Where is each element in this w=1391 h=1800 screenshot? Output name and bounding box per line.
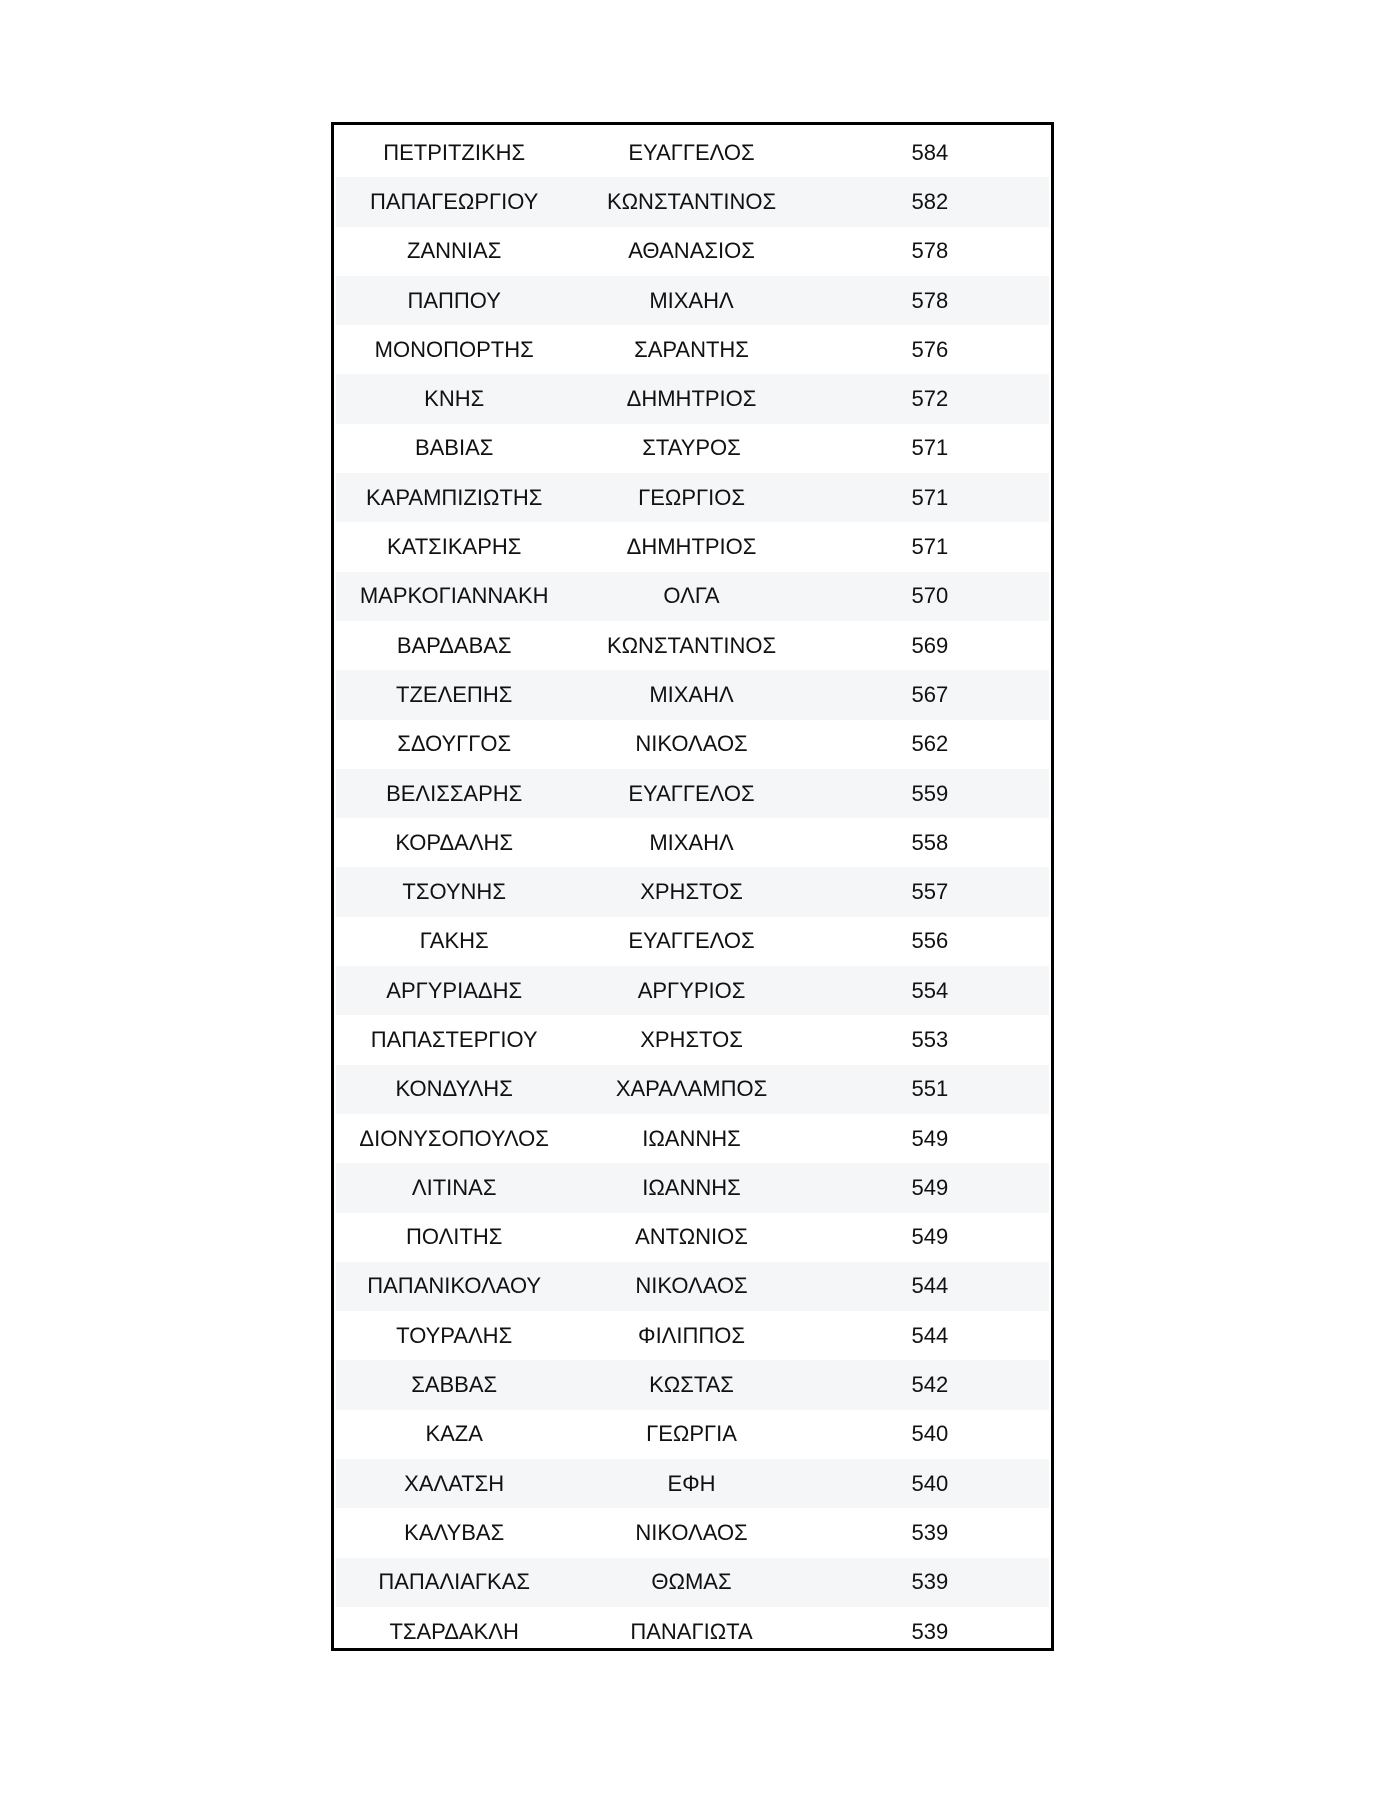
- surname-cell: ΤΖΕΛΕΠΗΣ: [396, 681, 513, 707]
- score-cell: 558: [911, 829, 949, 855]
- surname-cell: ΒΑΡΔΑΒΑΣ: [396, 632, 512, 658]
- first-name-cell: ΦΙΛΙΠΠΟΣ: [638, 1322, 745, 1348]
- table-row: [336, 769, 1049, 818]
- score-cell: 584: [911, 139, 949, 165]
- score-cell: 572: [911, 386, 949, 412]
- table-row: [336, 1065, 1049, 1114]
- surname-cell: ΑΡΓΥΡΙΑΔΗΣ: [386, 977, 523, 1003]
- table-row: [336, 572, 1049, 621]
- table-row: [336, 1459, 1049, 1508]
- score-cell: 553: [911, 1026, 949, 1052]
- surname-cell: ΚΟΡΔΑΛΗΣ: [395, 829, 514, 855]
- surname-cell: ΚΑΖΑ: [425, 1421, 483, 1447]
- table-row: [336, 128, 1049, 177]
- first-name-cell: ΣΤΑΥΡΟΣ: [642, 435, 741, 461]
- table-row: [336, 1213, 1049, 1262]
- score-cell: 544: [911, 1322, 949, 1348]
- score-cell: 557: [911, 879, 949, 905]
- table-row: [336, 276, 1049, 325]
- table-row: [336, 1163, 1049, 1212]
- surname-cell: ΓΑΚΗΣ: [419, 928, 489, 954]
- first-name-cell: ΘΩΜΑΣ: [651, 1569, 732, 1595]
- score-cell: 556: [911, 928, 949, 954]
- surname-cell: ΜΟΝΟΠΟΡΤΗΣ: [374, 336, 534, 362]
- score-cell: 551: [911, 1076, 949, 1102]
- surname-cell: ΚΑΛΥΒΑΣ: [404, 1519, 505, 1545]
- first-name-cell: ΕΥΑΓΓΕΛΟΣ: [628, 928, 755, 954]
- table-row: [336, 1607, 1049, 1656]
- surname-cell: ΒΑΒΙΑΣ: [414, 435, 494, 461]
- table-row: [336, 227, 1049, 276]
- surname-cell: ΤΣΑΡΔΑΚΛΗ: [389, 1618, 519, 1644]
- score-cell: 540: [911, 1421, 949, 1447]
- table-row: [336, 917, 1049, 966]
- score-cell: 540: [911, 1470, 949, 1496]
- score-cell: 576: [911, 336, 949, 362]
- table-row: [336, 1262, 1049, 1311]
- first-name-cell: ΔΗΜΗΤΡΙΟΣ: [626, 534, 757, 560]
- surname-cell: ΠΕΤΡΙΤΖΙΚΗΣ: [383, 139, 526, 165]
- score-cell: 582: [911, 188, 949, 214]
- score-cell: 554: [911, 977, 949, 1003]
- score-cell: 539: [911, 1519, 949, 1545]
- first-name-cell: ΔΗΜΗΤΡΙΟΣ: [626, 386, 757, 412]
- score-cell: 567: [911, 681, 949, 707]
- table-row: [336, 867, 1049, 916]
- table-row: [336, 1114, 1049, 1163]
- table-row: [336, 720, 1049, 769]
- results-table: [331, 122, 1054, 1651]
- table-row: [336, 621, 1049, 670]
- surname-cell: ΠΑΠΑΣΤΕΡΓΙΟΥ: [370, 1026, 538, 1052]
- first-name-cell: ΕΥΑΓΓΕΛΟΣ: [628, 780, 755, 806]
- table-row: [336, 1015, 1049, 1064]
- score-cell: 539: [911, 1618, 949, 1644]
- surname-cell: ΛΙΤΙΝΑΣ: [411, 1174, 497, 1200]
- surname-cell: ΚΝΗΣ: [424, 386, 485, 412]
- first-name-cell: ΕΦΗ: [667, 1470, 716, 1496]
- surname-cell: ΖΑΝΝΙΑΣ: [407, 238, 502, 264]
- surname-cell: ΚΑΡΑΜΠΙΖΙΩΤΗΣ: [366, 484, 543, 510]
- first-name-cell: ΚΩΝΣΤΑΝΤΙΝΟΣ: [606, 632, 777, 658]
- first-name-cell: ΙΩΑΝΝΗΣ: [642, 1174, 741, 1200]
- table-row: [336, 670, 1049, 719]
- first-name-cell: ΝΙΚΟΛΑΟΣ: [635, 1273, 748, 1299]
- surname-cell: ΠΑΠΑΓΕΩΡΓΙΟΥ: [370, 188, 539, 214]
- surname-cell: ΤΣΟΥΝΗΣ: [402, 879, 506, 905]
- surname-cell: ΠΑΠΑΛΙΑΓΚΑΣ: [378, 1569, 530, 1595]
- first-name-cell: ΜΙΧΑΗΛ: [649, 287, 734, 313]
- first-name-cell: ΑΡΓΥΡΙΟΣ: [637, 977, 746, 1003]
- table-row: [336, 818, 1049, 867]
- first-name-cell: ΑΝΤΩΝΙΟΣ: [635, 1224, 748, 1250]
- table-row: [336, 1558, 1049, 1607]
- score-cell: 578: [911, 238, 949, 264]
- surname-cell: ΣΑΒΒΑΣ: [411, 1372, 498, 1398]
- surname-cell: ΜΑΡΚΟΓΙΑΝΝΑΚΗ: [359, 583, 549, 609]
- surname-cell: ΠΑΠΠΟΥ: [407, 287, 501, 313]
- table-row: [336, 522, 1049, 571]
- table-row: [336, 1311, 1049, 1360]
- first-name-cell: ΧΑΡΑΛΑΜΠΟΣ: [615, 1076, 768, 1102]
- table-row: [336, 374, 1049, 423]
- surname-cell: ΤΟΥΡΑΛΗΣ: [396, 1322, 513, 1348]
- table-row: [336, 473, 1049, 522]
- first-name-cell: ΝΙΚΟΛΑΟΣ: [635, 731, 748, 757]
- score-cell: 549: [911, 1224, 949, 1250]
- table-row: [336, 325, 1049, 374]
- first-name-cell: ΓΕΩΡΓΙΑ: [646, 1421, 737, 1447]
- score-cell: 542: [911, 1372, 949, 1398]
- first-name-cell: ΝΙΚΟΛΑΟΣ: [635, 1519, 748, 1545]
- first-name-cell: ΙΩΑΝΝΗΣ: [642, 1125, 741, 1151]
- first-name-cell: ΠΑΝΑΓΙΩΤΑ: [630, 1618, 753, 1644]
- first-name-cell: ΕΥΑΓΓΕΛΟΣ: [628, 139, 755, 165]
- score-cell: 549: [911, 1174, 949, 1200]
- score-cell: 571: [911, 435, 949, 461]
- first-name-cell: ΑΘΑΝΑΣΙΟΣ: [628, 238, 755, 264]
- first-name-cell: ΓΕΩΡΓΙΟΣ: [638, 484, 745, 510]
- table-row: [336, 1508, 1049, 1557]
- first-name-cell: ΣΑΡΑΝΤΗΣ: [634, 336, 749, 362]
- score-cell: 571: [911, 484, 949, 510]
- surname-cell: ΚΟΝΔΥΛΗΣ: [395, 1076, 513, 1102]
- score-cell: 549: [911, 1125, 949, 1151]
- table-row: [336, 966, 1049, 1015]
- surname-cell: ΒΕΛΙΣΣΑΡΗΣ: [386, 780, 523, 806]
- table-row: [336, 1410, 1049, 1459]
- score-cell: 570: [911, 583, 949, 609]
- first-name-cell: ΚΩΝΣΤΑΝΤΙΝΟΣ: [606, 188, 777, 214]
- first-name-cell: ΧΡΗΣΤΟΣ: [640, 879, 743, 905]
- surname-cell: ΔΙΟΝΥΣΟΠΟΥΛΟΣ: [359, 1125, 549, 1151]
- surname-cell: ΠΟΛΙΤΗΣ: [406, 1224, 503, 1250]
- table-row: [336, 177, 1049, 226]
- score-cell: 578: [911, 287, 949, 313]
- first-name-cell: ΜΙΧΑΗΛ: [649, 829, 734, 855]
- score-cell: 571: [911, 534, 949, 560]
- first-name-cell: ΧΡΗΣΤΟΣ: [640, 1026, 743, 1052]
- score-cell: 544: [911, 1273, 949, 1299]
- surname-cell: ΣΔΟΥΓΓΟΣ: [397, 731, 512, 757]
- table-row: [336, 424, 1049, 473]
- surname-cell: ΧΑΛΑΤΣΗ: [404, 1470, 505, 1496]
- surname-cell: ΠΑΠΑΝΙΚΟΛΑΟΥ: [367, 1273, 542, 1299]
- first-name-cell: ΟΛΓΑ: [663, 583, 720, 609]
- score-cell: 569: [911, 632, 949, 658]
- score-cell: 559: [911, 780, 949, 806]
- score-cell: 562: [911, 731, 949, 757]
- table-row: [336, 1360, 1049, 1409]
- first-name-cell: ΚΩΣΤΑΣ: [649, 1372, 734, 1398]
- score-cell: 539: [911, 1569, 949, 1595]
- surname-cell: ΚΑΤΣΙΚΑΡΗΣ: [386, 534, 522, 560]
- first-name-cell: ΜΙΧΑΗΛ: [649, 681, 734, 707]
